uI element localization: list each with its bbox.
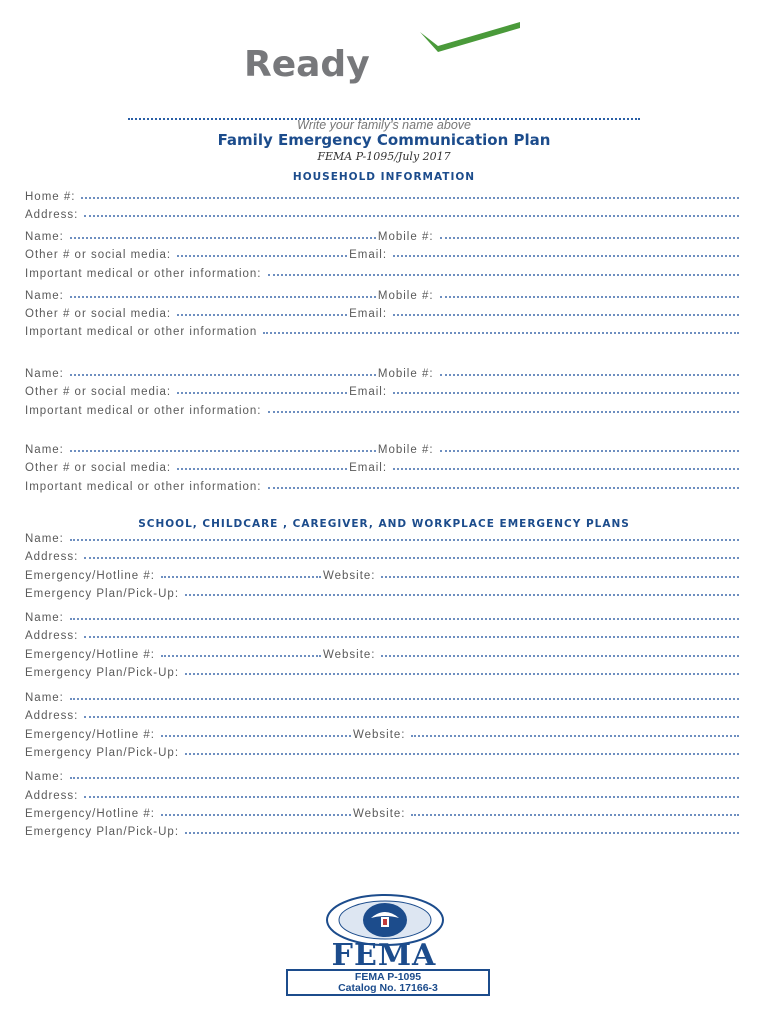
mobile-field[interactable] — [440, 237, 739, 239]
member-3-medical-row — [25, 401, 741, 417]
other-field[interactable] — [177, 468, 347, 470]
email-label: Email: — [349, 386, 388, 398]
name-label: Name: — [25, 368, 64, 380]
hotline-label: Emergency/Hotline #: — [25, 729, 155, 741]
website-field[interactable] — [381, 576, 739, 578]
medical-field[interactable] — [268, 411, 739, 413]
catalog-number: Catalog No. 17166-3 — [338, 982, 438, 994]
mobile-field[interactable] — [440, 450, 739, 452]
website-label: Website: — [352, 808, 406, 820]
hotline-label: Emergency/Hotline #: — [25, 649, 155, 661]
other-label: Other # or social media: — [25, 462, 172, 474]
pickup-label: Emergency Plan/Pick-Up: — [25, 826, 180, 838]
name-field[interactable] — [70, 450, 376, 452]
plan-3-address-row — [25, 706, 741, 722]
member-1-medical-row — [25, 264, 741, 280]
address-label: Address: — [25, 790, 79, 802]
fema-wordmark: FEMA — [331, 938, 437, 973]
other-label: Other # or social media: — [25, 249, 172, 261]
address-label: Address: — [25, 710, 79, 722]
plan-1-pickup-row — [25, 584, 741, 600]
other-field[interactable] — [177, 314, 347, 316]
website-label: Website: — [322, 570, 376, 582]
pickup-field[interactable] — [185, 832, 739, 834]
publication-number: FEMA P-1095 — [354, 971, 422, 983]
name-field[interactable] — [70, 539, 739, 541]
member-2-name-row — [25, 286, 741, 302]
name-field[interactable] — [70, 698, 739, 700]
plan-4-name-row — [25, 767, 741, 783]
medical-field[interactable] — [268, 274, 739, 276]
email-label: Email: — [349, 462, 388, 474]
pickup-label: Emergency Plan/Pick-Up: — [25, 588, 180, 600]
plan-2-hotline-row — [25, 645, 741, 661]
plan-1-address-row — [25, 547, 741, 563]
plan-2-address-row — [25, 626, 741, 642]
member-4-other-row — [25, 458, 741, 474]
plan-2-name-row — [25, 608, 741, 624]
name-label: Name: — [25, 692, 64, 704]
email-field[interactable] — [393, 255, 739, 257]
email-field[interactable] — [393, 392, 739, 394]
name-label: Name: — [25, 231, 64, 243]
website-label: Website: — [322, 649, 376, 661]
mobile-label: Mobile #: — [377, 231, 434, 243]
home-phone-row — [25, 187, 741, 203]
address-label: Address: — [25, 630, 79, 642]
email-label: Email: — [349, 308, 388, 320]
plan-1-name-row — [25, 529, 741, 545]
medical-field[interactable] — [263, 332, 739, 334]
medical-field[interactable] — [268, 487, 739, 489]
email-field[interactable] — [393, 468, 739, 470]
plan-4-pickup-row — [25, 822, 741, 838]
page-subtitle: FEMA P-1095/July 2017 — [317, 150, 451, 163]
plans-heading: SCHOOL, CHILDCARE , CAREGIVER, AND WORKPLACE EMERGENCY PLANS — [138, 518, 630, 530]
medical-label: Important medical or other information: — [25, 268, 262, 280]
ready-wordmark: Ready — [244, 44, 370, 85]
hotline-label: Emergency/Hotline #: — [25, 808, 155, 820]
hotline-label: Emergency/Hotline #: — [25, 570, 155, 582]
email-label: Email: — [349, 249, 388, 261]
plan-2-pickup-row — [25, 663, 741, 679]
plan-1-hotline-row — [25, 566, 741, 582]
website-field[interactable] — [411, 735, 739, 737]
mobile-label: Mobile #: — [377, 444, 434, 456]
other-field[interactable] — [177, 255, 347, 257]
hotline-field[interactable] — [161, 655, 321, 657]
home-phone-label: Home #: — [25, 191, 76, 203]
plan-4-address-row — [25, 786, 741, 802]
other-label: Other # or social media: — [25, 308, 172, 320]
pickup-field[interactable] — [185, 673, 739, 675]
hotline-field[interactable] — [161, 814, 351, 816]
household-heading: HOUSEHOLD INFORMATION — [292, 171, 476, 183]
member-2-other-row — [25, 304, 741, 320]
medical-label: Important medical or other information: — [25, 405, 262, 417]
member-1-name-row — [25, 227, 741, 243]
name-field[interactable] — [70, 618, 739, 620]
name-label: Name: — [25, 444, 64, 456]
member-4-medical-row — [25, 477, 741, 493]
name-label: Name: — [25, 533, 64, 545]
website-field[interactable] — [381, 655, 739, 657]
address-field[interactable] — [84, 796, 739, 798]
medical-label: Important medical or other information: — [25, 481, 262, 493]
address-field[interactable] — [84, 716, 739, 718]
member-4-name-row — [25, 440, 741, 456]
pickup-field[interactable] — [185, 594, 739, 596]
ready-logo — [240, 18, 530, 88]
hotline-field[interactable] — [161, 576, 321, 578]
mobile-field[interactable] — [440, 296, 739, 298]
page-title: Family Emergency Communication Plan — [217, 131, 551, 149]
other-label: Other # or social media: — [25, 386, 172, 398]
name-field[interactable] — [70, 777, 739, 779]
name-field[interactable] — [70, 296, 376, 298]
website-label: Website: — [352, 729, 406, 741]
website-field[interactable] — [411, 814, 739, 816]
hotline-field[interactable] — [161, 735, 351, 737]
address-field[interactable] — [84, 215, 739, 217]
email-field[interactable] — [393, 314, 739, 316]
pickup-label: Emergency Plan/Pick-Up: — [25, 667, 180, 679]
medical-label: Important medical or other information — [25, 326, 258, 338]
address-label: Address: — [25, 209, 79, 221]
home-phone-field[interactable] — [81, 197, 739, 199]
plan-3-name-row — [25, 688, 741, 704]
member-1-other-row — [25, 245, 741, 261]
member-2-medical-row — [25, 322, 741, 338]
family-name-caption: Write your family's name above — [297, 118, 471, 132]
plan-3-hotline-row — [25, 725, 741, 741]
name-label: Name: — [25, 290, 64, 302]
plan-4-hotline-row — [25, 804, 741, 820]
catalog-box — [286, 969, 490, 996]
member-3-other-row — [25, 382, 741, 398]
address-field[interactable] — [84, 557, 739, 559]
pickup-label: Emergency Plan/Pick-Up: — [25, 747, 180, 759]
household-address-row — [25, 205, 741, 221]
mobile-label: Mobile #: — [377, 368, 434, 380]
mobile-field[interactable] — [440, 374, 739, 376]
other-field[interactable] — [177, 392, 347, 394]
name-field[interactable] — [70, 237, 376, 239]
mobile-label: Mobile #: — [377, 290, 434, 302]
address-label: Address: — [25, 551, 79, 563]
address-field[interactable] — [84, 636, 739, 638]
name-label: Name: — [25, 612, 64, 624]
name-label: Name: — [25, 771, 64, 783]
member-3-name-row — [25, 364, 741, 380]
checkmark-icon — [400, 18, 526, 58]
plan-3-pickup-row — [25, 743, 741, 759]
name-field[interactable] — [70, 374, 376, 376]
pickup-field[interactable] — [185, 753, 739, 755]
